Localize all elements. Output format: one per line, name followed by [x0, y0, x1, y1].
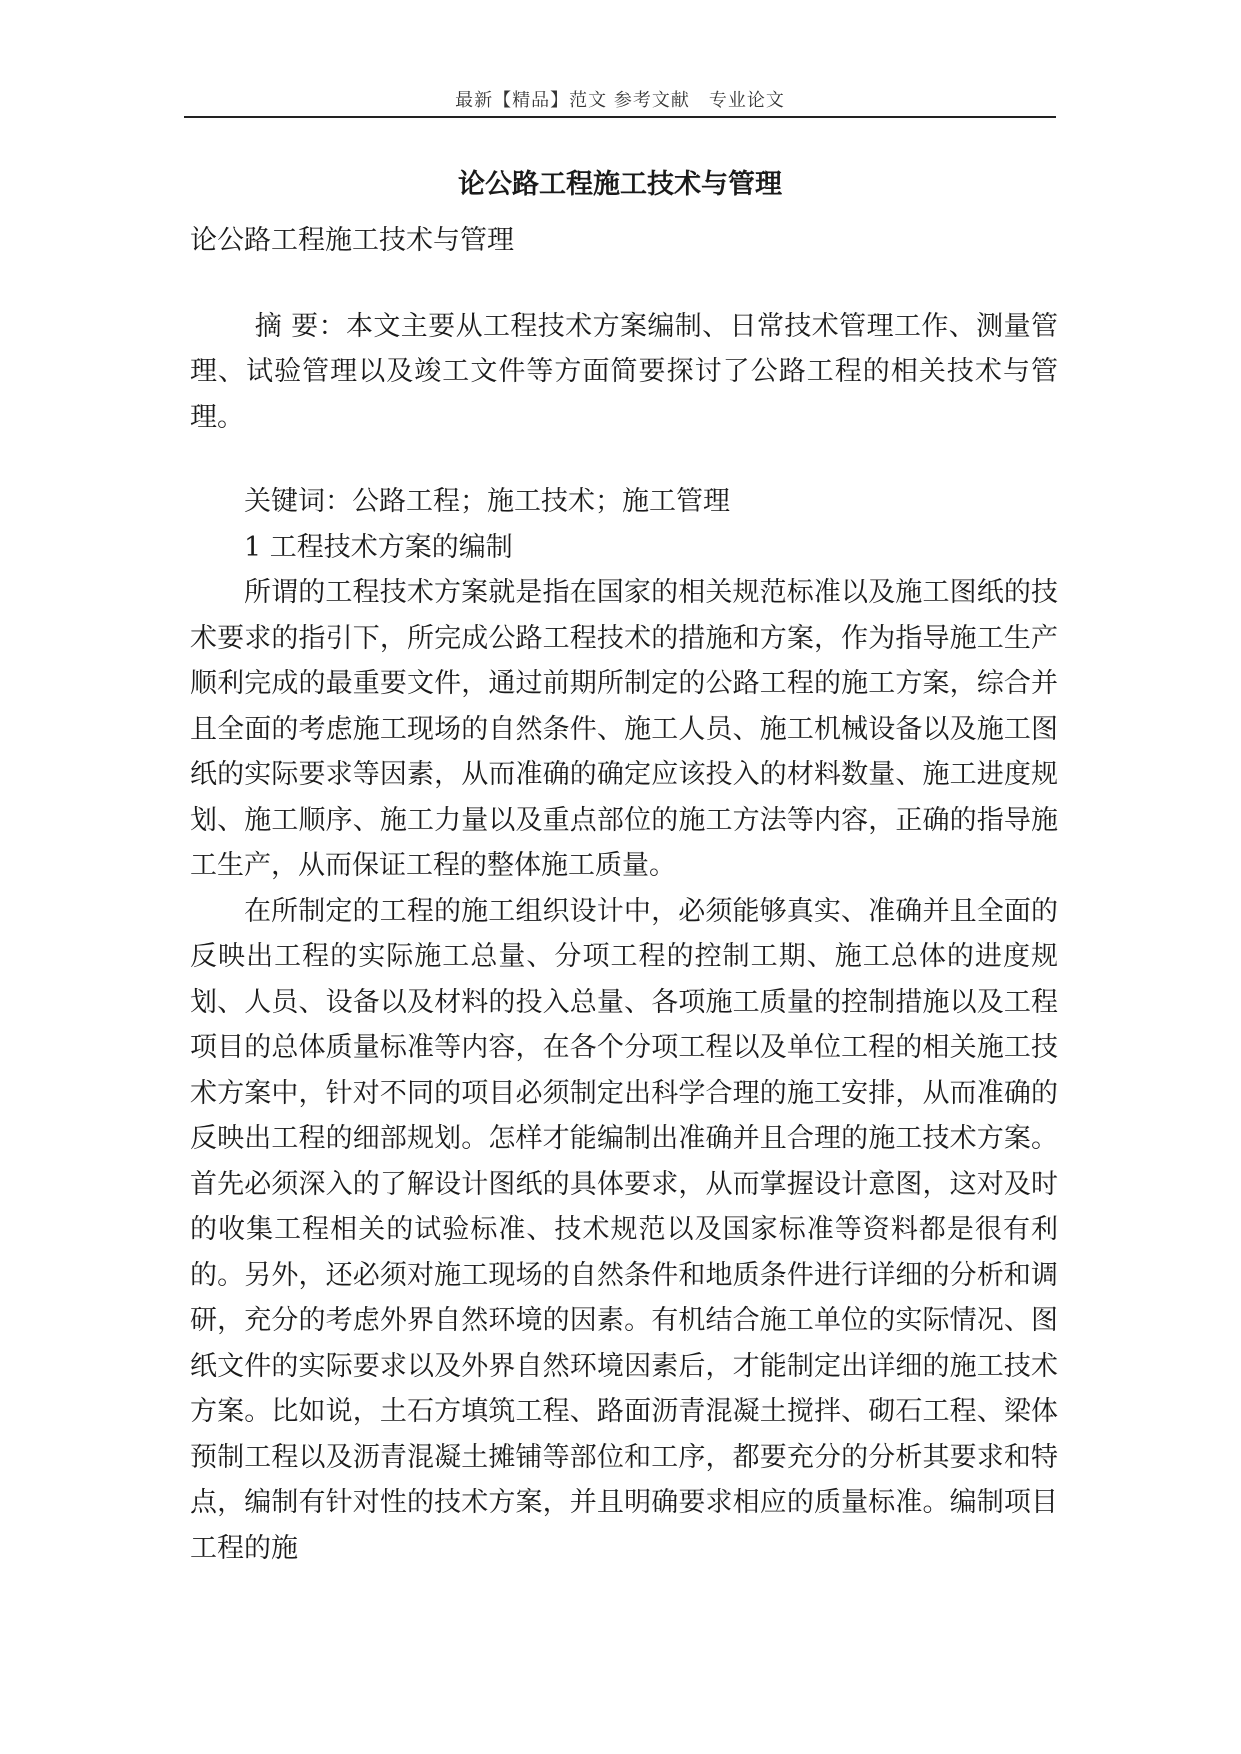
abstract-paragraph: 摘 要：本文主要从工程技术方案编制、日常技术管理工作、测量管理、试验管理以及竣工文件等方面简要探讨了公路工程的相关技术与管理。	[190, 310, 1058, 433]
keywords-line: 关键词：公路工程；施工技术；施工管理	[244, 486, 730, 517]
body-paragraph: 在所制定的工程的施工组织设计中，必须能够真实、准确并且全面的反映出工程的实际施工总量、分项工程的控制工期、施工总体的进度规划、人员、设备以及材料的投入总量、各项施工质量的控制措施以及工程项目的总体质量标准等内容，在各个分项工程以及单位工程的相关施工技术方案中，针对不同的项目必须制定出科学合理的施工安排，从而准确的反映出工程的细部规划。怎样才能编制出准确并且合理的施工技术方案。首先必须深入的了解设计图纸的具体要求，从而掌握设计意图，这对及时的收集工程相关的试验标准、技术规范以及国家标准等资料都是很有利的。另外，还必须对施工现场的自然条件和地质条件进行详细的分析和调研，充分的考虑外界自然环境的因素。有机结合施工单位的实际情况、图纸文件的实际要求以及外界自然环境因素后，才能制定出详细的施工技术方案。比如说，土石方填筑工程、路面沥青混凝土搅拌、砌石工程、梁体预制工程以及沥青混凝土摊铺等部位和工序，都要充分的分析其要求和特点，编制有针对性的技术方案，并且明确要求相应的质量标准。编制项目工程的施	[190, 895, 1058, 1564]
running-header: 最新【精品】范文 参考文献 专业论文	[455, 90, 785, 111]
section-heading: 1 工程技术方案的编制	[244, 531, 513, 563]
header-divider	[184, 116, 1056, 118]
document-body	[190, 218, 1058, 1571]
body-paragraph: 所谓的工程技术方案就是指在国家的相关规范标准以及施工图纸的技术要求的指引下，所完成公路工程技术的措施和方案，作为指导施工生产顺利完成的最重要文件，通过前期所制定的公路工程的施工方案，综合并且全面的考虑施工现场的自然条件、施工人员、施工机械设备以及施工图纸的实际要求等因素，从而准确的确定应该投入的材料数量、施工进度规划、施工顺序、施工力量以及重点部位的施工方法等内容，正确的指导施工生产，从而保证工程的整体施工质量。	[190, 577, 1058, 881]
document-title: 论公路工程施工技术与管理	[458, 169, 782, 200]
document-subtitle: 论公路工程施工技术与管理	[190, 225, 514, 256]
